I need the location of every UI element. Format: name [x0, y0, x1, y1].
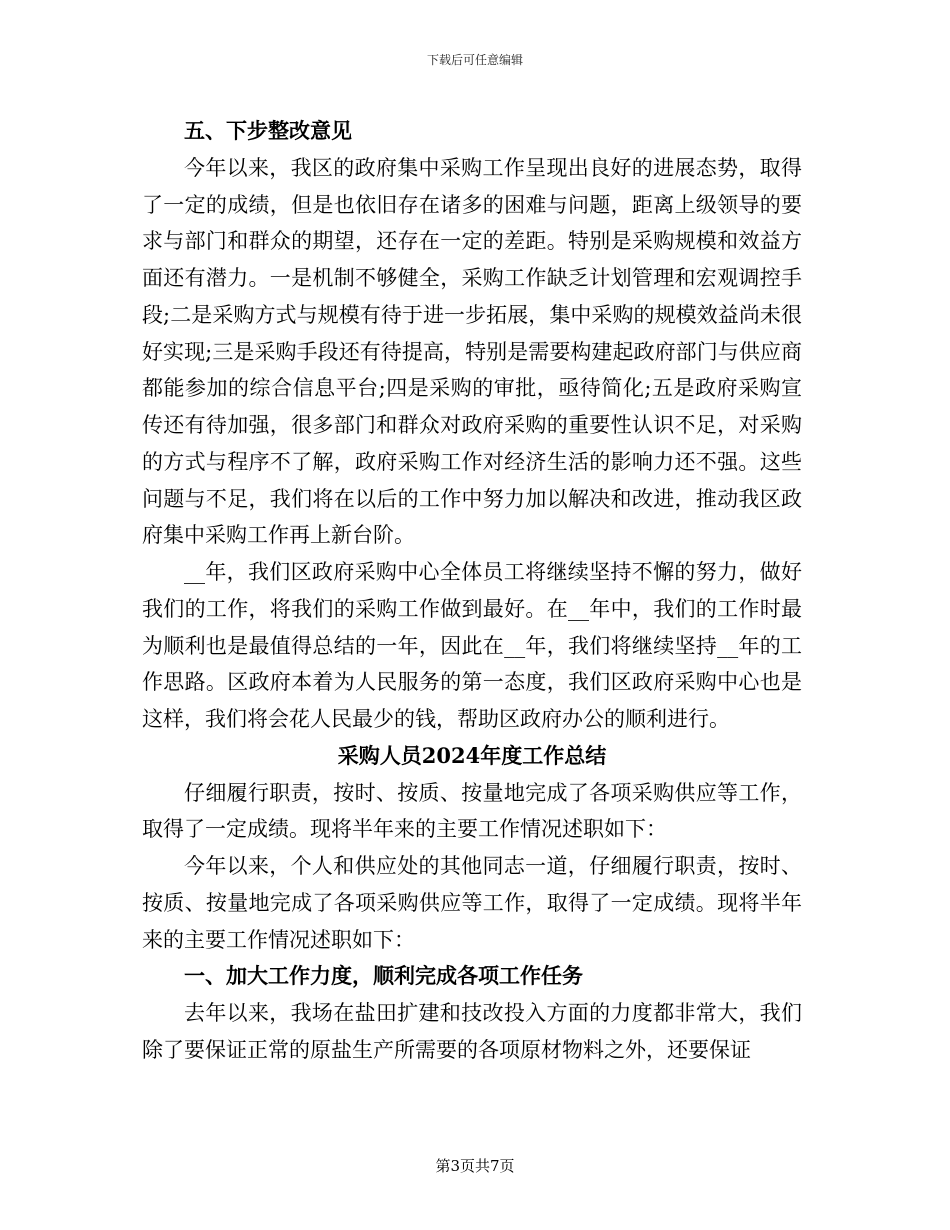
- body-paragraph: __年，我们区政府采购中心全体员工将继续坚持不懈的努力，做好我们的工作，将我们的采购工作做到最好。在__年中，我们的工作时最为顺利也是最值得总结的一年，因此在__年，我们将继续坚持__年的工作思路。区政府本着为人民服务的第一态度，我们区政府采购中心也是这样，我们将会花人民最少的钱，帮助区政府办公的顺利进行。: [142, 560, 802, 731]
- body-paragraph: 去年以来，我场在盐田扩建和技改投入方面的力度都非常大，我们除了要保证正常的原盐生产所需要的各项原材物料之外，还要保证: [142, 1001, 802, 1062]
- section-heading: 一、加大工作力度，顺利完成各项工作任务: [184, 963, 583, 989]
- section-heading: 五、下步整改意见: [184, 118, 352, 143]
- document-body: [142, 113, 802, 1069]
- document-title: 采购人员2024年度工作总结: [337, 742, 607, 768]
- page-header: 下载后可任意编辑: [426, 53, 523, 67]
- body-paragraph: 今年以来，个人和供应处的其他同志一道，仔细履行职责，按时、按质、按量地完成了各项采购供应等工作，取得了一定成绩。现将半年来的主要工作情况述职如下：: [142, 854, 802, 952]
- body-paragraph: 仔细履行职责，按时、按质、按量地完成了各项采购供应等工作，取得了一定成绩。现将半年来的主要工作情况述职如下：: [142, 780, 802, 842]
- body-paragraph: 今年以来，我区的政府集中采购工作呈现出良好的进展态势，取得了一定的成绩，但是也依旧存在诸多的困难与问题，距离上级领导的要求与部门和群众的期望，还存在一定的差距。特别是采购规模和效益方面还有潜力。一是机制不够健全，采购工作缺乏计划管理和宏观调控手段;二是采购方式与规模有待于进一步拓展，集中采购的规模效益尚未很好实现;三是采购手段还有待提高，特别是需要构建起政府部门与供应商都能参加的综合信息平台;四是采购的审批，亟待简化;五是政府采购宣传还有待加强，很多部门和群众对政府采购的重要性认识不足，对采购的方式与程序不了解，政府采购工作对经济生活的影响力还不强。这些问题与不足，我们将在以后的工作中努力加以解决和改进，推动我区政府集中采购工作再上新台阶。: [142, 155, 802, 548]
- page-footer: 第3页共7页: [435, 1157, 515, 1175]
